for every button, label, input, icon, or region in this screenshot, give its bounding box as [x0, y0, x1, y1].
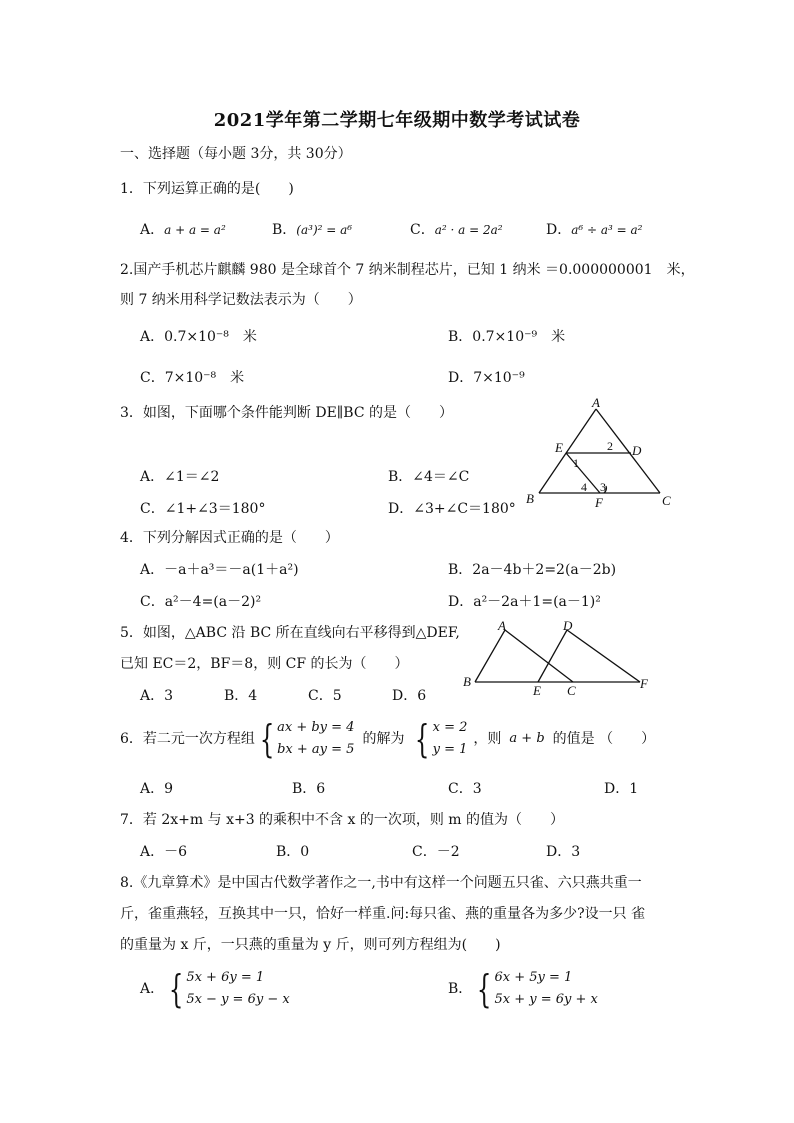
q5-option-c[interactable]: C．5: [308, 688, 342, 704]
q5-line-ab: [475, 630, 505, 682]
q5-option-a[interactable]: A．3: [140, 688, 174, 704]
q5-figure: [460, 618, 660, 700]
q2-option-d[interactable]: D．7×10⁻⁹: [448, 370, 525, 386]
q5-line2: 已知 EC＝2，BF＝8，则 CF 的长为（ ）: [120, 656, 409, 672]
q1-stem: 1．下列运算正确的是( ): [120, 181, 294, 197]
q4-stem: 4．下列分解因式正确的是（ ）: [120, 530, 339, 546]
q1-option-a[interactable]: A．a + a = a²: [140, 222, 226, 238]
q5-line-df: [567, 630, 640, 682]
q8-option-b[interactable]: B． { 6x + 5y = 1 5x + y = 6y + x: [448, 967, 598, 1011]
q6-option-d[interactable]: D．1: [604, 781, 639, 797]
q5-label-f: F: [640, 676, 648, 691]
q7-option-c[interactable]: C．－2: [412, 844, 460, 860]
q8-option-a[interactable]: A． { 5x + 6y = 1 5x − y = 6y − x: [140, 967, 290, 1011]
q4-option-a[interactable]: A．－a＋a³＝－a(1＋a²): [140, 562, 299, 578]
q3-angle-1: 1: [573, 456, 579, 470]
q6-solution: { x = 2 y = 1: [415, 717, 468, 761]
q3-label-b: B: [526, 491, 534, 506]
q8-line2: 斤，雀重燕轻，互换其中一只，恰好一样重.问:每只雀、燕的重量各为多少?设一只 雀: [120, 906, 646, 922]
q3-label-f: F: [595, 495, 603, 510]
q3-option-a[interactable]: A．∠1＝∠2: [140, 469, 220, 485]
q3-angle-2: 2: [607, 439, 613, 453]
q7-option-d[interactable]: D．3: [546, 844, 581, 860]
q3-option-c[interactable]: C．∠1+∠3＝180°: [140, 501, 266, 517]
q2-line2: 则 7 纳米用科学记数法表示为（ ）: [120, 292, 362, 308]
q3-line-ab: [539, 409, 596, 493]
q5-option-d[interactable]: D．6: [392, 688, 427, 704]
q1-option-c[interactable]: C．a² · a = 2a²: [410, 222, 503, 238]
q7-option-b[interactable]: B．0: [276, 844, 310, 860]
q7-stem: 7．若 2x+m 与 x+3 的乘积中不含 x 的一次项，则 m 的值为（ ）: [120, 812, 565, 828]
q3-angle-4: 4: [581, 480, 587, 494]
q3-angle-3: 3: [600, 480, 606, 494]
q1-option-d[interactable]: D．a⁶ ÷ a³ = a²: [546, 222, 643, 238]
section-heading: 一、选择题（每小题 3分，共 30分）: [120, 146, 352, 162]
q3-stem: 3．如图，下面哪个条件能判断 DE∥BC 的是（ ）: [120, 405, 453, 421]
q8-line1: 8.《九章算术》是中国古代数学著作之一,书中有这样一个问题五只雀、六只燕共重一: [120, 875, 642, 891]
q5-label-c: C: [567, 683, 576, 698]
q4-option-d[interactable]: D．a²－2a＋1=(a－1)²: [448, 594, 601, 610]
q4-option-b[interactable]: B．2a－4b＋2=2(a－2b): [448, 562, 617, 578]
q6-option-c[interactable]: C．3: [448, 781, 482, 797]
q5-option-b[interactable]: B．4: [224, 688, 258, 704]
q7-option-a[interactable]: A．－6: [140, 844, 188, 860]
q3-option-d[interactable]: D．∠3+∠C＝180°: [388, 501, 516, 517]
q5-label-e: E: [533, 683, 541, 698]
q4-option-c[interactable]: C．a²－4=(a－2)²: [140, 594, 262, 610]
q3-option-b[interactable]: B．∠4＝∠C: [388, 469, 470, 485]
q6-system: { ax + by = 4 bx + ay = 5: [259, 717, 355, 761]
q8-line3: 的重量为 x 斤，一只燕的重量为 y 斤，则可列方程组为( ): [120, 937, 501, 953]
q6-option-b[interactable]: B．6: [292, 781, 326, 797]
exam-title: 2021学年第二学期七年级期中数学考试试卷: [213, 110, 581, 131]
q5-label-d: D: [563, 618, 573, 633]
q3-label-a: A: [592, 395, 600, 410]
q2-option-a[interactable]: A．0.7×10⁻⁸ 米: [140, 329, 257, 345]
q5-label-a: A: [498, 618, 506, 633]
q3-label-c: C: [662, 493, 671, 508]
q3-label-e: E: [555, 440, 563, 455]
q3-figure: [520, 395, 680, 515]
q6-option-a[interactable]: A．9: [140, 781, 174, 797]
q5-label-b: B: [463, 674, 471, 689]
q2-option-c[interactable]: C．7×10⁻⁸ 米: [140, 370, 245, 386]
q2-option-b[interactable]: B．0.7×10⁻⁹ 米: [448, 329, 566, 345]
q3-label-d: D: [632, 443, 642, 458]
q6-stem: 6．若二元一次方程组 { ax + by = 4 bx + ay = 5 的解为 { x = 2 y = 1 ，则 a + b 的值是 （ ）: [120, 717, 656, 761]
q1-option-b[interactable]: B．(a³)² = a⁶: [272, 222, 353, 238]
q5-line1: 5．如图，△ABC 沿 BC 所在直线向右平移得到△DEF,: [120, 625, 460, 641]
q2-line1: 2.国产手机芯片麒麟 980 是全球首个 7 纳米制程芯片，已知 1 纳米 ＝0.000000001 米，: [120, 262, 695, 278]
